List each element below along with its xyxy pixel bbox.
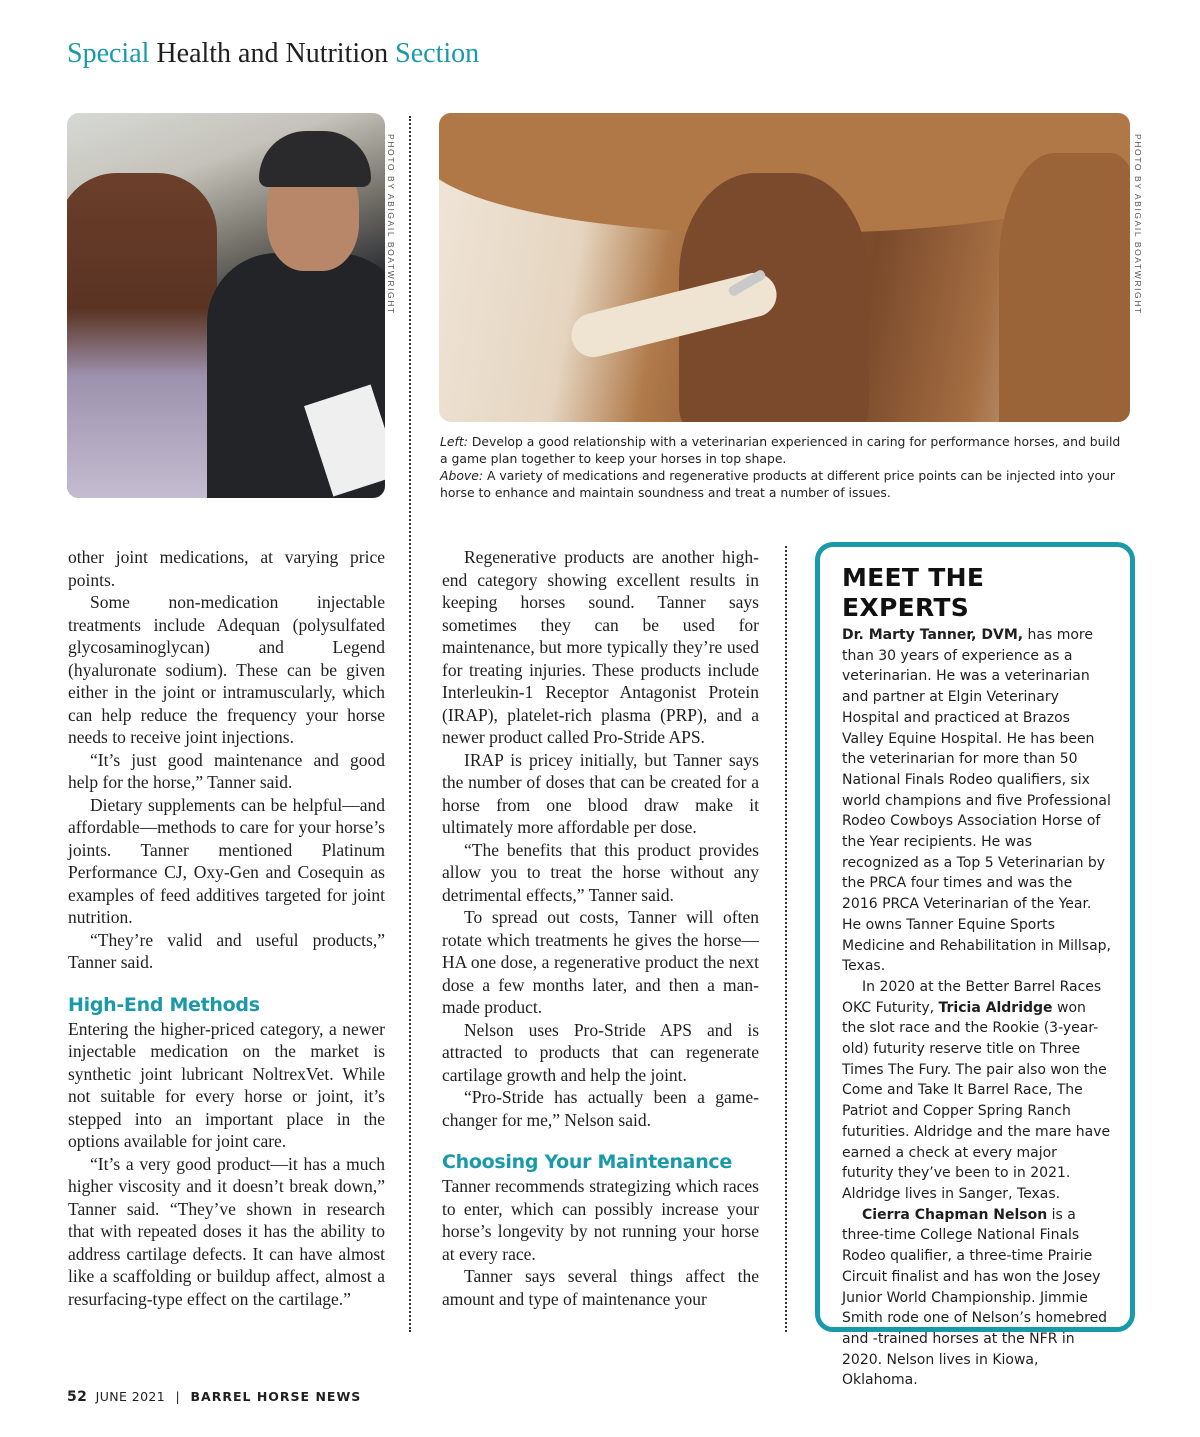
article-column-2 — [442, 546, 759, 1310]
meet-the-experts-box — [815, 542, 1135, 1389]
article-paragraph: “They’re valid and useful products,” Tanner said. — [68, 929, 385, 972]
photo-horse-leg-rear — [999, 153, 1130, 422]
expert-text-aldridge: won the slot race and the Rookie (3-year-old) futurity reserve title on Three Times The Fury. The pair also won the Come and Take It Barrel Race, The Patriot and Copper Spring Ranch futurities. Aldridge and the mare have earned a check at every major futurity they’ve been to in 2021. Aldridge lives in Sanger, Texas. — [842, 999, 1111, 1202]
article-paragraph: Nelson uses Pro-Stride APS and is attracted to products that can regenerate cartilage growth and help the joint. — [442, 1019, 759, 1085]
caption-above — [440, 467, 1130, 501]
expert-bio-nelson — [842, 1205, 1112, 1391]
expert-pre-aldridge: In 2020 at the Better Barrel Races OKC Futurity, — [842, 978, 1102, 1016]
article-paragraph: “It’s just good maintenance and good help for the horse,” Tanner said. — [68, 749, 385, 792]
section-header-section: Section — [395, 38, 480, 69]
caption-left — [440, 433, 1130, 467]
article-paragraph: To spread out costs, Tanner will often rotate which treatments he gives the horse—HA one dose, a regenerative product the next dose a few months later, and then a man-made product. — [442, 907, 759, 1017]
article-paragraph: Entering the higher-priced category, a newer injectable medication on the market is synthetic joint lubricant NoltrexVet. While not suitable for every horse or joint, it’s stepped into an important place in the options available for joint care. — [68, 1018, 385, 1151]
caption-above-label: Above: — [440, 468, 484, 483]
photo-credit-left: PHOTO BY ABIGAIL BOATWRIGHT — [386, 134, 396, 315]
article-paragraph: IRAP is pricey initially, but Tanner says the number of doses that can be created for a horse from one blood draw make it ultimately more affordable per dose. — [442, 749, 759, 837]
magazine-name: BARREL HORSE NEWS — [190, 1389, 362, 1404]
article-paragraph: Regenerative products are another high-end category showing excellent results in keeping horses sound. Tanner says sometimes they can be used for maintenance, but more typically they’re used for treating injuries. These products include Interleukin-1 Receptor Antagonist Protein (IRAP), platelet-rich plasma (PRP), and a newer product called Pro-Stride APS. — [442, 547, 759, 747]
expert-bio-tanner — [842, 625, 1112, 977]
section-header-special: Special — [67, 38, 150, 69]
caption-left-label: Left: — [440, 434, 468, 449]
expert-text-nelson: is a three-time College National Finals Rodeo qualifier, a three-time Prairie Circuit finalist and has won the Josey Junior World Championship. Jimmie Smith rode one of Nelson’s homebred and -trained horses at the NFR in 2020. Nelson lives in Kiowa, Oklahoma. — [842, 1206, 1108, 1389]
article-paragraph: “Pro-Stride has actually been a game-changer for me,” Nelson said. — [442, 1087, 759, 1130]
expert-name-aldridge: Tricia Aldridge — [938, 999, 1053, 1016]
column-divider-1 — [409, 116, 411, 1332]
page-number: 52 — [67, 1389, 88, 1405]
article-paragraph: Dietary supplements can be helpful—and affordable—methods to care for your horse’s joints. Tanner mentioned Platinum Performance CJ, Oxy-Gen and Cosequin as examples of feed additives targeted for joint nutrition. — [68, 794, 385, 927]
article-paragraph: Some non-medication injectable treatments include Adequan (polysulfated glycosaminoglycan) and Legend (hyaluronate sodium). These can be given either in the joint or intramuscularly, which can help reduce the frequency your horse needs to receive joint injections. — [68, 592, 385, 747]
photo-figure-woman — [67, 173, 217, 498]
article-paragraph: “It’s a very good product—it has a much higher viscosity and it doesn’t break down,” Tanner said. “They’ve shown in research that with repeated doses it has the ability to address cartilage defects. It can have almost like a scaffolding or buildup affect, almost a resurfacing-type effect on the cartilage.” — [68, 1153, 385, 1309]
subheading-high-end-methods: High-End Methods — [68, 993, 260, 1016]
experts-title: MEET THE EXPERTS — [842, 563, 985, 622]
section-header — [67, 38, 479, 70]
photo-horse-injection — [439, 113, 1130, 422]
expert-bio-aldridge — [842, 977, 1112, 1205]
photo-figure-cap — [259, 131, 371, 187]
photo-credit-right: PHOTO BY ABIGAIL BOATWRIGHT — [1133, 134, 1143, 315]
photo-vet-consultation — [67, 113, 385, 498]
article-paragraph: Tanner recommends strategizing which races to enter, which can possibly increase your horse’s longevity by not running your horse at every race. — [442, 1176, 759, 1264]
caption-left-text: Develop a good relationship with a veterinarian experienced in caring for performance horses, and build a game plan together to keep your horses in top shape. — [440, 434, 1121, 466]
issue-date: JUNE 2021 — [95, 1389, 166, 1404]
article-column-1 — [68, 546, 385, 1310]
subheading-choosing-maintenance: Choosing Your Maintenance — [442, 1151, 732, 1173]
expert-name-nelson: Cierra Chapman Nelson — [862, 1206, 1048, 1223]
section-header-title: Health and Nutrition — [156, 38, 389, 69]
article-paragraph: other joint medications, at varying price points. — [68, 547, 385, 590]
expert-name-tanner: Dr. Marty Tanner, DVM, — [842, 627, 1024, 643]
column-divider-2 — [785, 546, 787, 1332]
article-paragraph: Tanner says several things affect the amount and type of maintenance your — [442, 1266, 759, 1309]
article-paragraph: “The benefits that this product provides allow you to treat the horse without any detrimental effects,” Tanner said. — [442, 839, 759, 905]
footer-separator: | — [175, 1389, 181, 1404]
expert-text-tanner: has more than 30 years of experience as a veterinarian. He was a veterinarian and partner at Elgin Veterinary Hospital and practiced at Brazos Valley Equine Hospital. He has been the veterinarian for more than 50 National Finals Rodeo qualifiers, six world champions and five Professional Rodeo Cowboys Association Horse of the Year recipients. He was recognized as a Top 5 Veterinarian by the PRCA four times and was the 2016 PRCA Veterinarian of the Year. He owns Tanner Equine Sports Medicine and Rehabilitation in Millsap, Texas. — [842, 627, 1112, 975]
page-footer — [67, 1389, 361, 1405]
caption-above-text: A variety of medications and regenerative products at different price points can be injected into your horse to enhance and maintain soundness and treat a number of issues. — [440, 468, 1115, 500]
photo-caption — [440, 433, 1130, 501]
